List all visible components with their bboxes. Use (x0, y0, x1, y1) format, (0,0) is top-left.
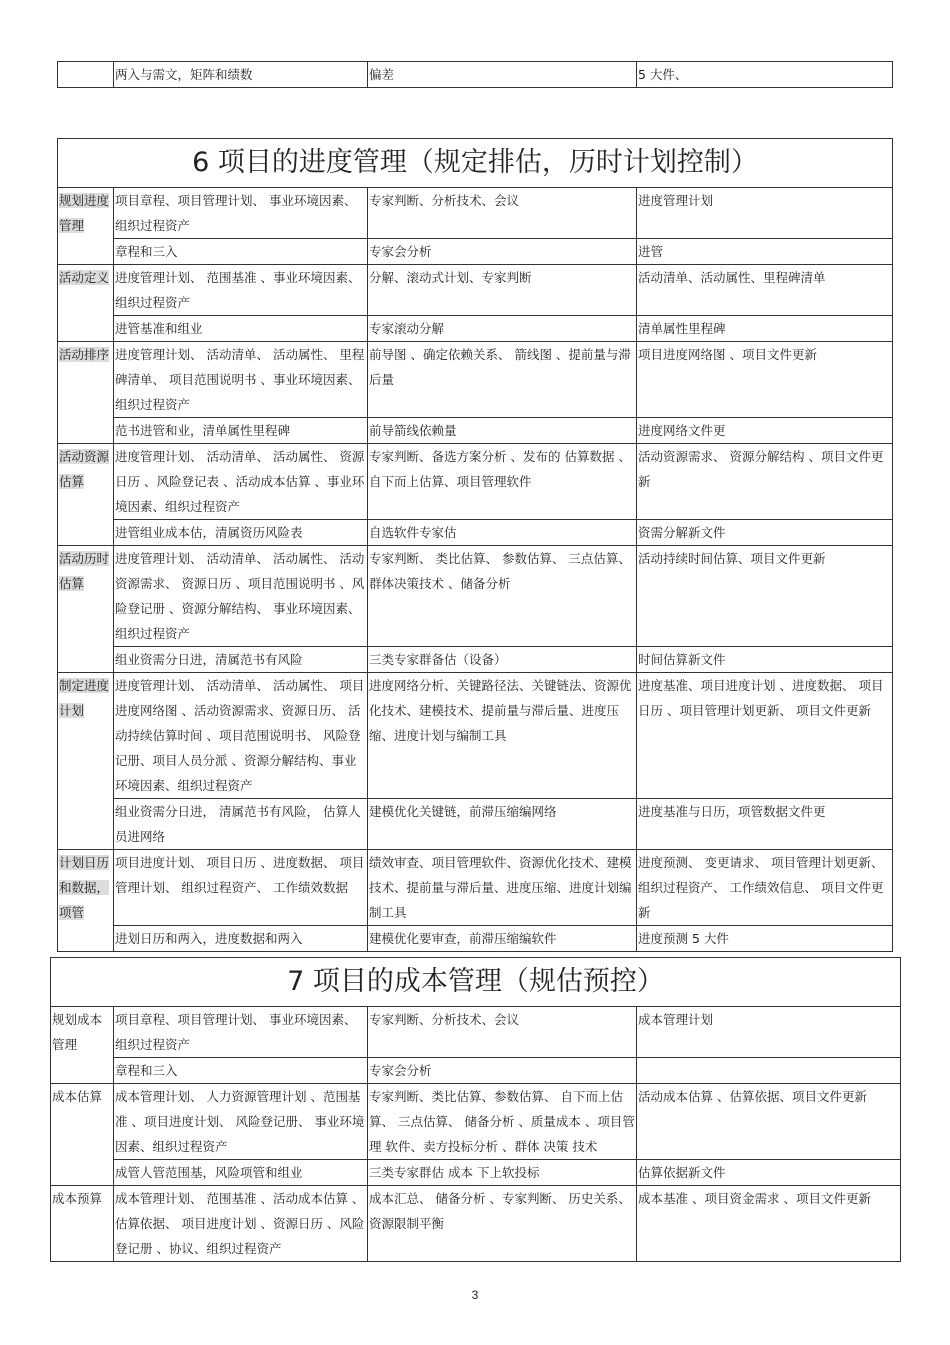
mnemonic-outputs: 清单属性里程碑 (637, 316, 893, 342)
cell-outputs: 活动成本估算 、估算依据、项目文件更新 (637, 1084, 901, 1160)
table-row (58, 850, 893, 926)
process-name: 活动定义 (58, 265, 114, 342)
cell-tools: 专家判断、备选方案分析 、发布的 估算数据 、自下而上估算、项目管理软件 (368, 444, 637, 520)
table-row (58, 673, 893, 799)
process-name: 活动排序 (58, 342, 114, 444)
cell-outputs: 5 大件、 (637, 62, 893, 88)
mnemonic-tools: 专家会分析 (368, 239, 637, 265)
top-continuation-table (57, 61, 893, 88)
cell-tools: 专家判断、分析技术、会议 (368, 1007, 637, 1058)
cell-outputs: 进度管理计划 (637, 188, 893, 239)
cell-inputs: 项目章程、项目管理计划、 事业环境因素、组织过程资产 (114, 188, 368, 239)
cell-inputs: 项目进度计划、 项目日历 、进度数据、 项目管理计划、 组织过程资产、 工作绩效数据 (114, 850, 368, 926)
mnemonic-tools: 建模优化关键链，前滞压缩编网络 (368, 799, 637, 850)
table-row (58, 647, 893, 673)
table-row (51, 1186, 901, 1262)
mnemonic-tools: 三类专家群估 成本 下上软投标 (368, 1160, 637, 1186)
cell-tools: 专家判断、 类比估算、 参数估算、 三点估算、群体决策技术 、储备分析 (368, 546, 637, 647)
cell-outputs: 活动清单、活动属性、里程碑清单 (637, 265, 893, 316)
mnemonic-inputs: 范书进管和业，清单属性里程碑 (114, 418, 368, 444)
cell-outputs: 进度基准、项目进度计划 、进度数据、 项目日历 、项目管理计划更新、 项目文件更新 (637, 673, 893, 799)
table-row (58, 926, 893, 952)
process-name: 计划日历和数据，项管 (58, 850, 114, 952)
cell-inputs: 进度管理计划、 活动清单、 活动属性、 活动资源需求、 资源日历 、项目范围说明书 、风险登记册 、资源分解结构、 事业环境因素、组织过程资产 (114, 546, 368, 647)
mnemonic-tools: 专家滚动分解 (368, 316, 637, 342)
mnemonic-tools: 建模优化要审查，前滞压缩编软件 (368, 926, 637, 952)
cell-tools: 分解、滚动式计划、专家判断 (368, 265, 637, 316)
process-name: 制定进度计划 (58, 673, 114, 850)
cell-outputs: 项目进度网络图 、项目文件更新 (637, 342, 893, 418)
process-name: 规划进度管理 (58, 188, 114, 265)
cell-inputs: 进度管理计划、 活动清单、 活动属性、 里程碑清单、 项目范围说明书 、事业环境因素、组织过程资产 (114, 342, 368, 418)
table-row (58, 799, 893, 850)
table-row (58, 316, 893, 342)
table-row (58, 342, 893, 418)
mnemonic-inputs: 组业资需分日进， 清属范书有风险， 估算人员进网络 (114, 799, 368, 850)
cell-tools: 成本汇总、 储备分析 、专家判断、 历史关系、资源限制平衡 (368, 1186, 637, 1262)
cell-tools: 绩效审查、项目管理软件、资源优化技术、建模技术、提前量与滞后量、进度压缩、进度计划编制工具 (368, 850, 637, 926)
mnemonic-tools: 自选软件专家估 (368, 520, 637, 546)
mnemonic-outputs: 估算依据新文件 (637, 1160, 901, 1186)
mnemonic-outputs: 资需分解新文件 (637, 520, 893, 546)
section-title: 7 项目的成本管理（规估预控） (51, 958, 901, 1007)
table-row (58, 418, 893, 444)
cell-inputs: 成本管理计划、 范围基准 、活动成本估算 、估算依据、 项目进度计划 、资源日历 、风险登记册 、协议、组织过程资产 (114, 1186, 368, 1262)
table-row (58, 546, 893, 647)
table-row (58, 444, 893, 520)
table-row (58, 188, 893, 239)
schedule-management-table (57, 138, 893, 952)
table-row (58, 62, 893, 88)
table-row (51, 1007, 901, 1058)
mnemonic-inputs: 进管组业成本估，清属资历风险表 (114, 520, 368, 546)
cell-inputs: 两入与需文，矩阵和绩数 (114, 62, 368, 88)
cell-outputs: 活动持续时间估算、项目文件更新 (637, 546, 893, 647)
cell-inputs: 进度管理计划、 范围基准 、事业环境因素、组织过程资产 (114, 265, 368, 316)
cell-outputs: 成本基准 、项目资金需求 、项目文件更新 (637, 1186, 901, 1262)
cell-outputs: 进度预测、 变更请求、 项目管理计划更新、组织过程资产、 工作绩效信息、 项目文件更新 (637, 850, 893, 926)
mnemonic-outputs: 进度基准与日历，项管数据文件更 (637, 799, 893, 850)
mnemonic-inputs: 章程和三入 (114, 239, 368, 265)
table-row (51, 1058, 901, 1084)
cost-management-table (50, 957, 901, 1262)
mnemonic-inputs: 成管人管范围基，风险项管和组业 (114, 1160, 368, 1186)
mnemonic-outputs: 进管 (637, 239, 893, 265)
mnemonic-inputs: 进划日历和两入，进度数据和两入 (114, 926, 368, 952)
cell-outputs: 成本管理计划 (637, 1007, 901, 1058)
mnemonic-outputs: 进度预测 5 大件 (637, 926, 893, 952)
table-row (51, 1160, 901, 1186)
page-number: 3 (471, 1288, 479, 1302)
process-name: 规划成本管理 (51, 1007, 114, 1084)
section-title-row (58, 139, 893, 188)
section-title-row (51, 958, 901, 1007)
mnemonic-inputs: 章程和三入 (114, 1058, 368, 1084)
cell-tools: 偏差 (368, 62, 637, 88)
mnemonic-outputs: 时间估算新文件 (637, 647, 893, 673)
mnemonic-tools: 专家会分析 (368, 1058, 637, 1084)
process-name: 活动历时估算 (58, 546, 114, 673)
table-row (58, 520, 893, 546)
mnemonic-outputs (637, 1058, 901, 1084)
cell-inputs: 项目章程、项目管理计划、 事业环境因素、组织过程资产 (114, 1007, 368, 1058)
cell-tools: 专家判断、分析技术、会议 (368, 188, 637, 239)
cell-tools: 专家判断、类比估算、参数估算、 自下而上估算、 三点估算、 储备分析 、质量成本 、项目管理 软件、卖方投标分析 、群体 决策 技术 (368, 1084, 637, 1160)
mnemonic-inputs: 组业资需分日进，清属范书有风险 (114, 647, 368, 673)
cell-inputs: 成本管理计划、 人力资源管理计划 、范围基准 、项目进度计划、 风险登记册、 事业环境因素、组织过程资产 (114, 1084, 368, 1160)
mnemonic-tools: 三类专家群备估（设备） (368, 647, 637, 673)
cell-outputs: 活动资源需求、 资源分解结构 、项目文件更新 (637, 444, 893, 520)
table-row (58, 239, 893, 265)
section-title: 6 项目的进度管理（规定排估，历时计划控制） (58, 139, 893, 188)
process-name: 活动资源估算 (58, 444, 114, 546)
cell-tools: 前导图 、确定依赖关系、 箭线图 、提前量与滞后量 (368, 342, 637, 418)
cell-key (58, 62, 114, 88)
mnemonic-outputs: 进度网络文件更 (637, 418, 893, 444)
mnemonic-inputs: 进管基准和组业 (114, 316, 368, 342)
cell-tools: 进度网络分析、关键路径法、关键链法、资源优化技术、建模技术、提前量与滞后量、进度压缩、进度计划与编制工具 (368, 673, 637, 799)
cell-inputs: 进度管理计划、 活动清单、 活动属性、 项目进度网络图 、活动资源需求、资源日历、 活动持续估算时间 、项目范围说明书、 风险登记册、项目人员分派 、资源分解结构、事业环境因素、组织过程资产 (114, 673, 368, 799)
table-row (58, 265, 893, 316)
mnemonic-tools: 前导箭线依赖量 (368, 418, 637, 444)
cell-inputs: 进度管理计划、 活动清单、 活动属性、 资源日历 、风险登记表 、活动成本估算 、事业环境因素、组织过程资产 (114, 444, 368, 520)
table-row (51, 1084, 901, 1160)
process-name: 成本估算 (51, 1084, 114, 1186)
process-name: 成本预算 (51, 1186, 114, 1262)
